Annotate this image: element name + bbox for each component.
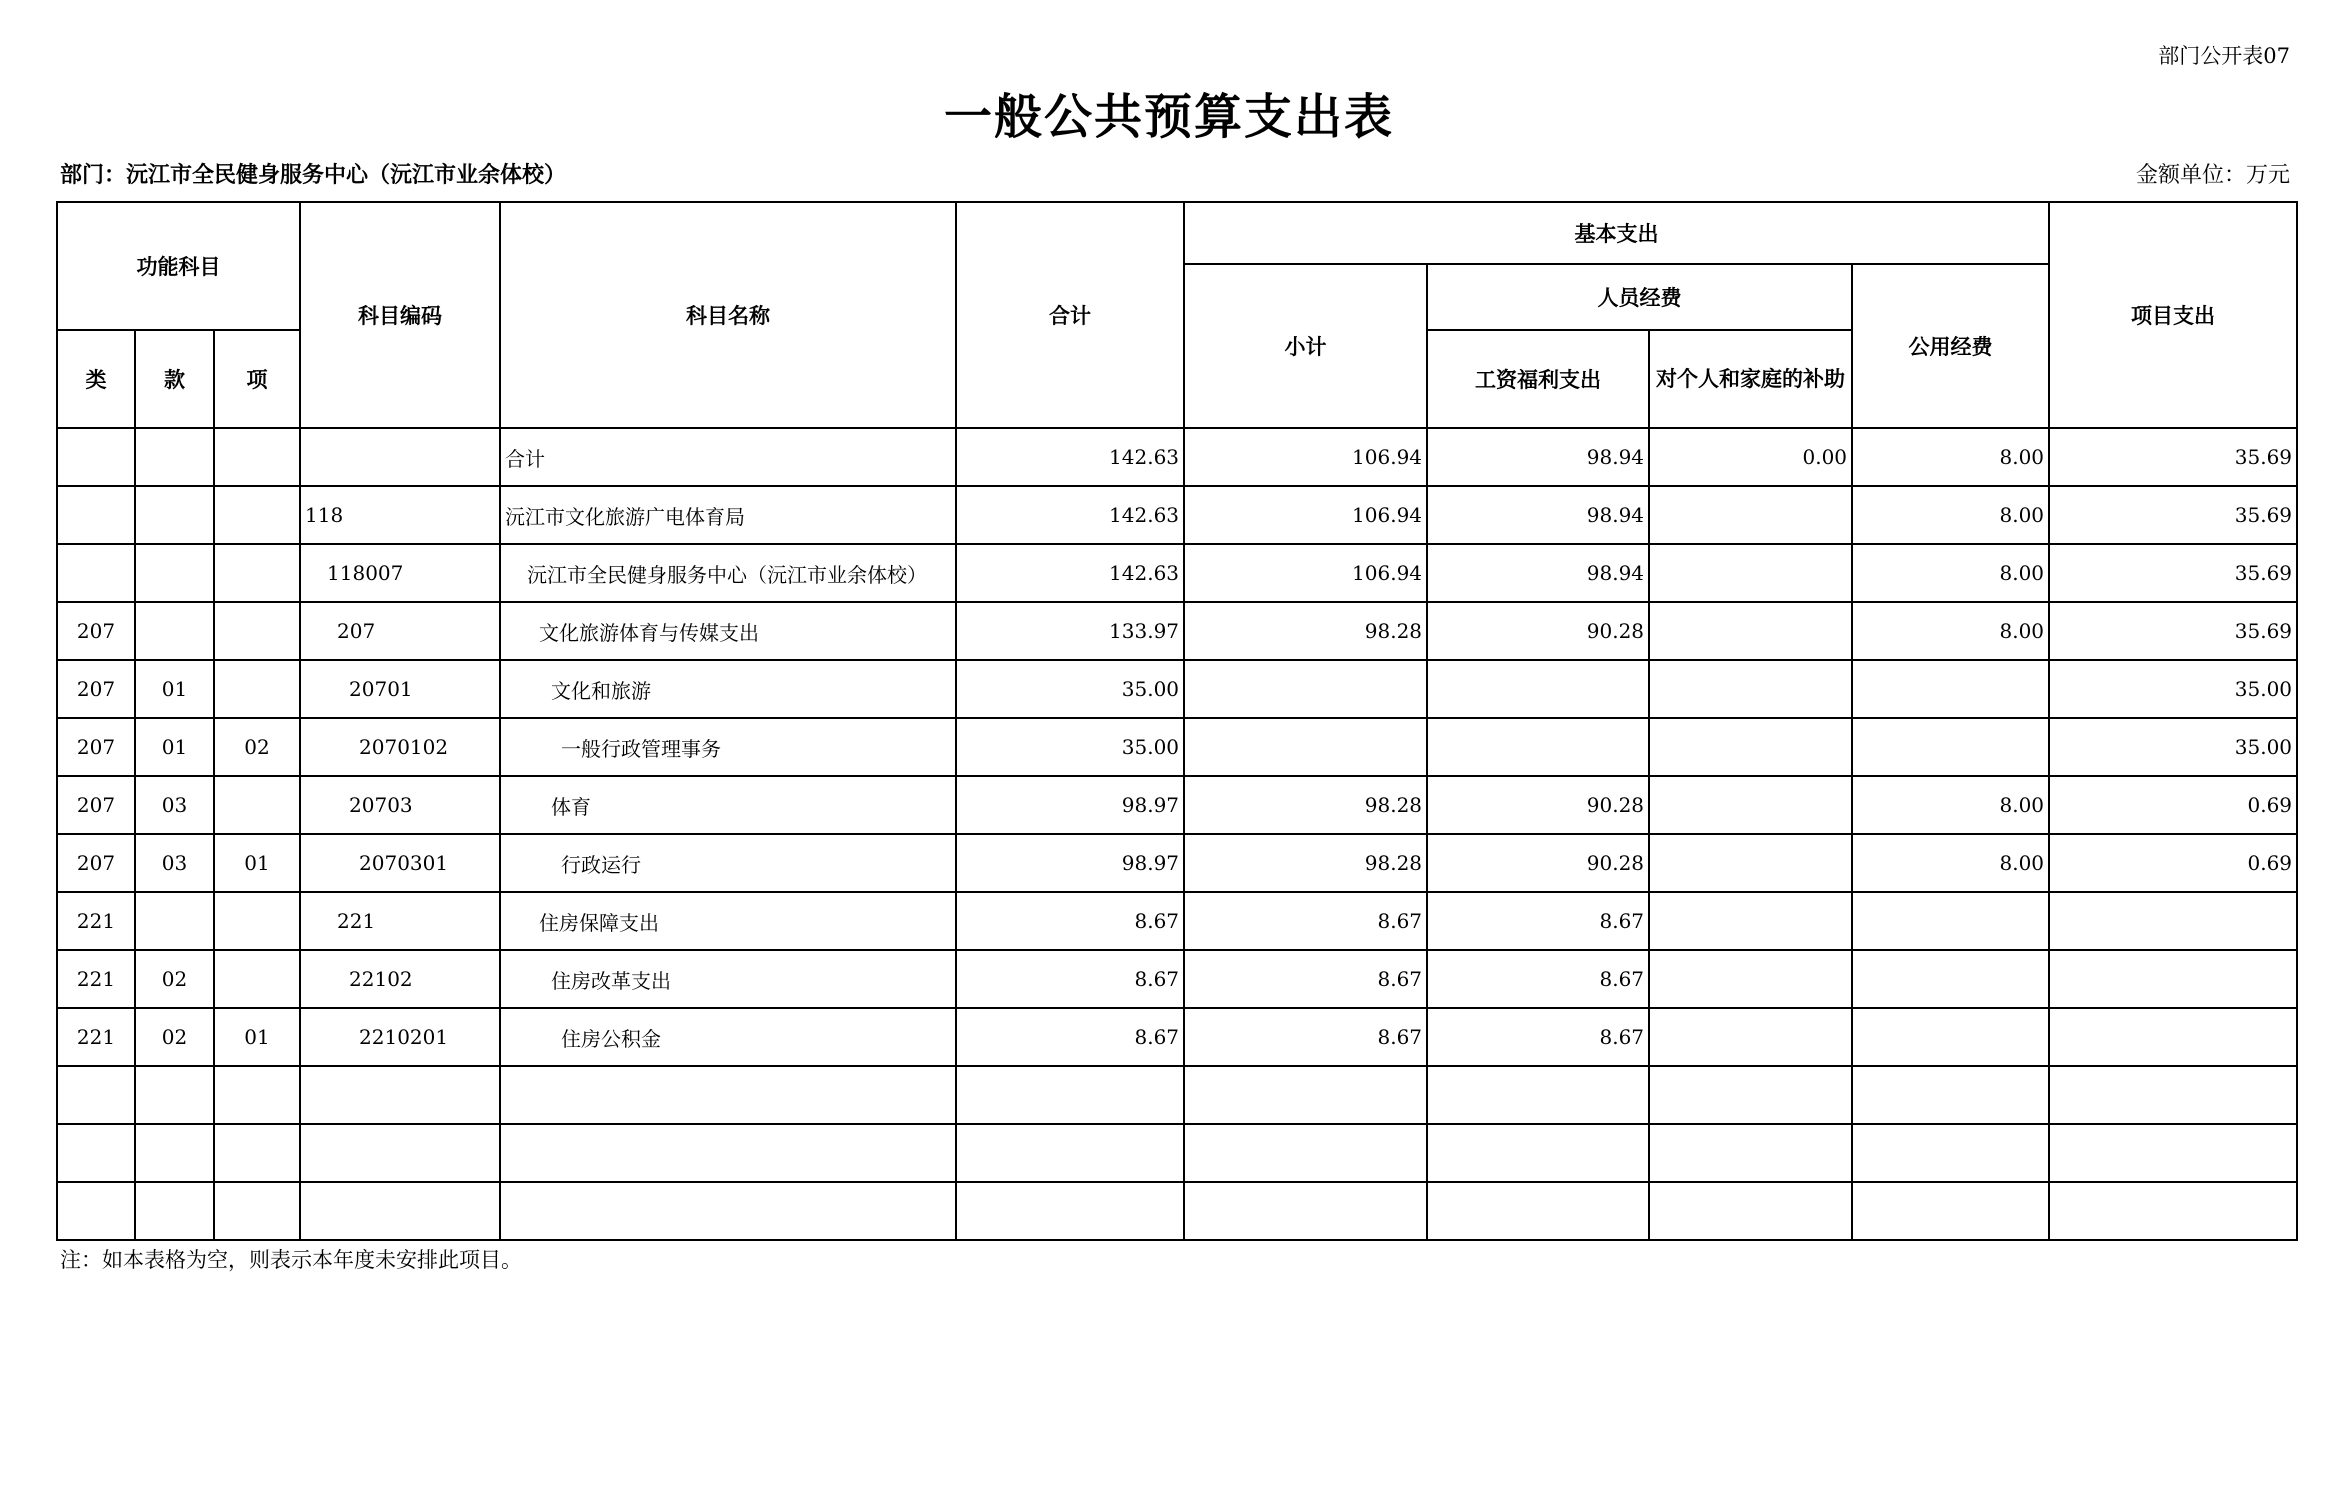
- project-cell: 35.69: [2049, 428, 2297, 486]
- name-cell: 沅江市全民健身服务中心（沅江市业余体校）: [500, 544, 956, 602]
- public-funds-cell: [1852, 1124, 2049, 1182]
- public-funds-cell: 8.00: [1852, 428, 2049, 486]
- public-funds-cell: 8.00: [1852, 834, 2049, 892]
- subsidy-cell: [1649, 1066, 1852, 1124]
- subsidy-cell: [1649, 776, 1852, 834]
- item-cell: 02: [214, 718, 300, 776]
- item-cell: [214, 602, 300, 660]
- name-cell: [500, 1066, 956, 1124]
- footnote: 注：如本表格为空，则表示本年度未安排此项目。: [60, 1248, 522, 1272]
- total-cell: 98.97: [956, 776, 1184, 834]
- section-cell: 02: [135, 1008, 214, 1066]
- subsidy-cell: [1649, 602, 1852, 660]
- public-funds-cell: 8.00: [1852, 602, 2049, 660]
- code-cell: 2070301: [300, 834, 500, 892]
- table-header: [57, 202, 2297, 428]
- item-cell: [214, 950, 300, 1008]
- header-class: 类: [57, 330, 135, 428]
- table-row: [57, 486, 2297, 544]
- section-cell: 02: [135, 950, 214, 1008]
- table-row: [57, 660, 2297, 718]
- section-cell: [135, 486, 214, 544]
- code-cell: 2070102: [300, 718, 500, 776]
- item-cell: [214, 1124, 300, 1182]
- budget-expenditure-table: [56, 201, 2298, 1241]
- class-cell: 221: [57, 892, 135, 950]
- total-cell: 35.00: [956, 718, 1184, 776]
- total-cell: [956, 1182, 1184, 1240]
- total-cell: 98.97: [956, 834, 1184, 892]
- code-cell: 118: [300, 486, 500, 544]
- salary-cell: 98.94: [1427, 428, 1649, 486]
- project-cell: 35.69: [2049, 544, 2297, 602]
- class-cell: 221: [57, 950, 135, 1008]
- subtotal-cell: [1184, 1124, 1427, 1182]
- subsidy-cell: [1649, 1124, 1852, 1182]
- salary-cell: 8.67: [1427, 892, 1649, 950]
- section-cell: [135, 1182, 214, 1240]
- table-row: [57, 1008, 2297, 1066]
- header-salary-welfare: 工资福利支出: [1427, 330, 1649, 428]
- header-functional-subject: 功能科目: [57, 202, 300, 330]
- name-cell: 体育: [500, 776, 956, 834]
- class-cell: [57, 1182, 135, 1240]
- name-cell: 文化和旅游: [500, 660, 956, 718]
- name-cell: 住房公积金: [500, 1008, 956, 1066]
- code-cell: [300, 1066, 500, 1124]
- subsidy-cell: [1649, 486, 1852, 544]
- section-cell: 03: [135, 776, 214, 834]
- total-cell: [956, 1124, 1184, 1182]
- code-cell: 22102: [300, 950, 500, 1008]
- subtotal-cell: [1184, 718, 1427, 776]
- section-cell: 01: [135, 660, 214, 718]
- table-row: [57, 1124, 2297, 1182]
- header-subject-name: 科目名称: [500, 202, 956, 428]
- project-cell: 0.69: [2049, 776, 2297, 834]
- salary-cell: 90.28: [1427, 776, 1649, 834]
- section-cell: 01: [135, 718, 214, 776]
- code-cell: [300, 428, 500, 486]
- project-cell: 0.69: [2049, 834, 2297, 892]
- section-cell: [135, 602, 214, 660]
- project-cell: [2049, 892, 2297, 950]
- project-cell: 35.00: [2049, 718, 2297, 776]
- table-row: [57, 834, 2297, 892]
- amount-unit-label: 金额单位：万元: [2135, 163, 2290, 188]
- salary-cell: [1427, 660, 1649, 718]
- header-section: 款: [135, 330, 214, 428]
- project-cell: [2049, 1124, 2297, 1182]
- code-cell: 2210201: [300, 1008, 500, 1066]
- salary-cell: [1427, 1124, 1649, 1182]
- code-cell: 118007: [300, 544, 500, 602]
- item-cell: [214, 776, 300, 834]
- section-cell: [135, 1066, 214, 1124]
- table-row: [57, 776, 2297, 834]
- table-row: [57, 950, 2297, 1008]
- project-cell: 35.69: [2049, 602, 2297, 660]
- section-cell: [135, 892, 214, 950]
- item-cell: [214, 892, 300, 950]
- section-cell: [135, 1124, 214, 1182]
- table-row: [57, 718, 2297, 776]
- subtotal-cell: 106.94: [1184, 486, 1427, 544]
- subtotal-cell: 98.28: [1184, 776, 1427, 834]
- subsidy-cell: [1649, 834, 1852, 892]
- project-cell: [2049, 1066, 2297, 1124]
- total-cell: 142.63: [956, 486, 1184, 544]
- class-cell: 221: [57, 1008, 135, 1066]
- salary-cell: [1427, 718, 1649, 776]
- header-total: 合计: [956, 202, 1184, 428]
- class-cell: 207: [57, 776, 135, 834]
- salary-cell: [1427, 1182, 1649, 1240]
- section-cell: [135, 428, 214, 486]
- subtotal-cell: 106.94: [1184, 428, 1427, 486]
- salary-cell: 98.94: [1427, 486, 1649, 544]
- total-cell: 8.67: [956, 892, 1184, 950]
- public-funds-cell: [1852, 1008, 2049, 1066]
- class-cell: 207: [57, 660, 135, 718]
- table-row: [57, 892, 2297, 950]
- section-cell: [135, 544, 214, 602]
- public-funds-cell: 8.00: [1852, 486, 2049, 544]
- class-cell: 207: [57, 602, 135, 660]
- salary-cell: 8.67: [1427, 1008, 1649, 1066]
- name-cell: 沅江市文化旅游广电体育局: [500, 486, 956, 544]
- total-cell: 8.67: [956, 1008, 1184, 1066]
- subtotal-cell: 98.28: [1184, 602, 1427, 660]
- code-cell: 221: [300, 892, 500, 950]
- item-cell: [214, 428, 300, 486]
- project-cell: 35.69: [2049, 486, 2297, 544]
- total-cell: 142.63: [956, 428, 1184, 486]
- code-cell: 207: [300, 602, 500, 660]
- name-cell: [500, 1124, 956, 1182]
- public-funds-cell: [1852, 1182, 2049, 1240]
- class-cell: [57, 486, 135, 544]
- project-cell: [2049, 950, 2297, 1008]
- name-cell: 行政运行: [500, 834, 956, 892]
- header-project-expenditure: 项目支出: [2049, 202, 2297, 428]
- total-cell: 142.63: [956, 544, 1184, 602]
- form-number: 部门公开表07: [2158, 44, 2290, 68]
- subsidy-cell: [1649, 892, 1852, 950]
- table-row: [57, 1066, 2297, 1124]
- subtotal-cell: [1184, 660, 1427, 718]
- class-cell: [57, 1066, 135, 1124]
- table-row: [57, 428, 2297, 486]
- public-funds-cell: [1852, 892, 2049, 950]
- public-funds-cell: [1852, 718, 2049, 776]
- subsidy-cell: [1649, 1182, 1852, 1240]
- header-subtotal: 小计: [1184, 264, 1427, 428]
- project-cell: [2049, 1008, 2297, 1066]
- name-cell: 住房改革支出: [500, 950, 956, 1008]
- item-cell: [214, 1066, 300, 1124]
- code-cell: [300, 1124, 500, 1182]
- table-row: [57, 1182, 2297, 1240]
- name-cell: [500, 1182, 956, 1240]
- salary-cell: 98.94: [1427, 544, 1649, 602]
- department-label: 部门：沅江市全民健身服务中心（沅江市业余体校）: [60, 162, 567, 188]
- table-body: [57, 428, 2297, 1240]
- subsidy-cell: [1649, 544, 1852, 602]
- subsidy-cell: [1649, 950, 1852, 1008]
- subtotal-cell: 98.28: [1184, 834, 1427, 892]
- subtotal-cell: 8.67: [1184, 892, 1427, 950]
- class-cell: [57, 1124, 135, 1182]
- total-cell: 133.97: [956, 602, 1184, 660]
- table-row: [57, 602, 2297, 660]
- class-cell: 207: [57, 834, 135, 892]
- item-cell: [214, 1182, 300, 1240]
- table-row: [57, 544, 2297, 602]
- name-cell: 合计: [500, 428, 956, 486]
- header-subject-code: 科目编码: [300, 202, 500, 428]
- salary-cell: [1427, 1066, 1649, 1124]
- code-cell: [300, 1182, 500, 1240]
- public-funds-cell: [1852, 950, 2049, 1008]
- code-cell: 20703: [300, 776, 500, 834]
- total-cell: [956, 1066, 1184, 1124]
- header-personnel-funds: 人员经费: [1427, 264, 1852, 330]
- header-public-funds: 公用经费: [1852, 264, 2049, 428]
- section-cell: 03: [135, 834, 214, 892]
- project-cell: [2049, 1182, 2297, 1240]
- subtotal-cell: [1184, 1182, 1427, 1240]
- salary-cell: 8.67: [1427, 950, 1649, 1008]
- page-title: 一般公共预算支出表: [943, 89, 1394, 145]
- total-cell: 8.67: [956, 950, 1184, 1008]
- subtotal-cell: [1184, 1066, 1427, 1124]
- public-funds-cell: [1852, 1066, 2049, 1124]
- salary-cell: 90.28: [1427, 602, 1649, 660]
- public-funds-cell: 8.00: [1852, 776, 2049, 834]
- header-basic-expenditure: 基本支出: [1184, 202, 2049, 264]
- item-cell: 01: [214, 834, 300, 892]
- name-cell: 文化旅游体育与传媒支出: [500, 602, 956, 660]
- public-funds-cell: [1852, 660, 2049, 718]
- salary-cell: 90.28: [1427, 834, 1649, 892]
- subtotal-cell: 8.67: [1184, 1008, 1427, 1066]
- header-individual-family-subsidy: 对个人和家庭的补助: [1649, 330, 1852, 428]
- item-cell: [214, 544, 300, 602]
- subtotal-cell: 106.94: [1184, 544, 1427, 602]
- public-funds-cell: 8.00: [1852, 544, 2049, 602]
- name-cell: 一般行政管理事务: [500, 718, 956, 776]
- class-cell: [57, 428, 135, 486]
- subtotal-cell: 8.67: [1184, 950, 1427, 1008]
- total-cell: 35.00: [956, 660, 1184, 718]
- header-item: 项: [214, 330, 300, 428]
- item-cell: [214, 486, 300, 544]
- item-cell: 01: [214, 1008, 300, 1066]
- name-cell: 住房保障支出: [500, 892, 956, 950]
- class-cell: [57, 544, 135, 602]
- subsidy-cell: 0.00: [1649, 428, 1852, 486]
- project-cell: 35.00: [2049, 660, 2297, 718]
- code-cell: 20701: [300, 660, 500, 718]
- subsidy-cell: [1649, 660, 1852, 718]
- item-cell: [214, 660, 300, 718]
- subsidy-cell: [1649, 718, 1852, 776]
- class-cell: 207: [57, 718, 135, 776]
- subsidy-cell: [1649, 1008, 1852, 1066]
